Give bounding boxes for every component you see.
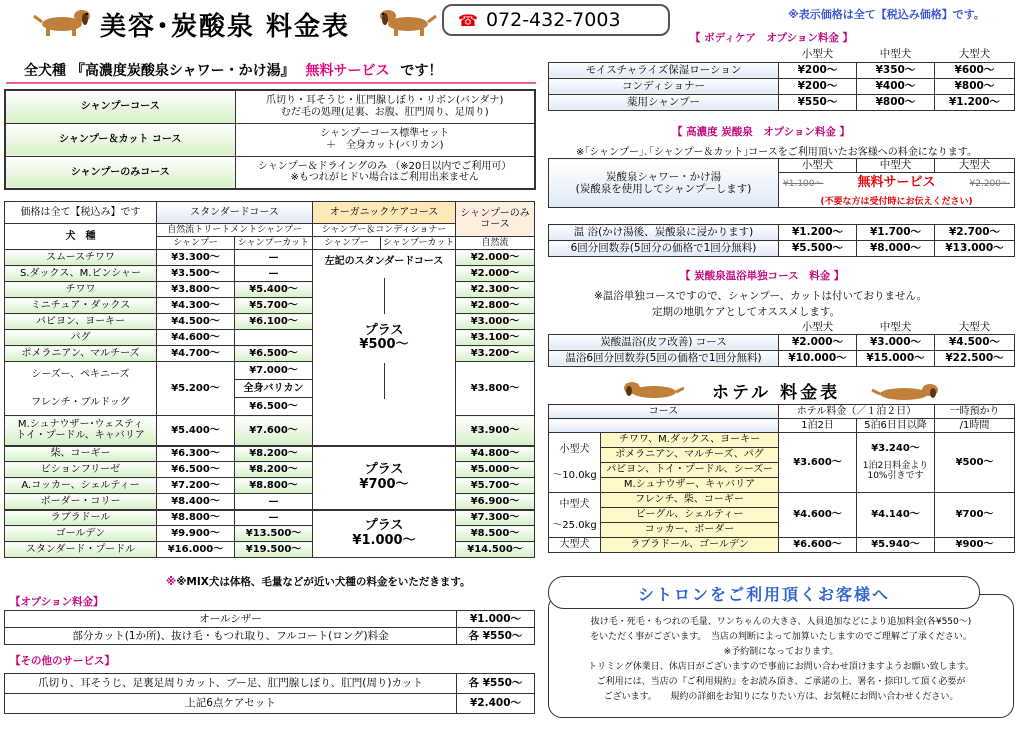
body-care-table: [548, 46, 1015, 111]
info-line: ※予約制になっております。: [723, 647, 839, 657]
tax-notice: ※表示価格は全て【税込み価格】です。: [788, 8, 985, 21]
price: ¥4.600～: [779, 493, 857, 538]
org-plus: プラス: [364, 322, 404, 338]
price: ¥800～: [935, 78, 1015, 94]
org-plus: プラス: [364, 461, 404, 477]
full-clipper-label: 全身バリカン: [235, 380, 313, 398]
price: —: [235, 494, 313, 510]
course-name: シャンプー＆カット コース: [5, 123, 235, 156]
shower-desc: (炭酸泉を使用してシャンプーします): [575, 182, 752, 195]
care-name: モイスチャライズ保湿ローション: [549, 62, 779, 78]
phone-number: 072-432-7003: [485, 9, 621, 31]
price: 各 ¥550～: [457, 674, 535, 694]
sub-shampoo: シャンプー: [157, 237, 235, 250]
course-desc: 爪切り・耳そうじ・肛門腺しぼり・リボン(バンダナ): [266, 95, 504, 107]
price: ¥4.700～: [157, 346, 235, 362]
banner-free: 無料サービス: [305, 63, 390, 79]
org-text: 左記のスタンダードコース: [324, 256, 444, 267]
body-care-title: 【 ボディケア オプション料金 】: [690, 32, 854, 44]
info-line: トリミング休業日、休店日がございますので事前にお問い合わせ頂けますようお願い致します。: [587, 662, 975, 672]
breed-header: 犬 種: [5, 224, 157, 250]
price: ¥8.200～: [235, 462, 313, 478]
dog-icon: [870, 380, 940, 402]
bath-table: [548, 320, 1015, 367]
hotel-breed: M.シュナウザー、キャバリア: [601, 478, 779, 493]
free-note: (不要な方は受付時にお伝えください): [820, 196, 973, 207]
hotel-col-day: 一時預かり: [935, 405, 1015, 419]
strike-price: ¥1.100～: [783, 179, 824, 189]
price: ¥700～: [935, 493, 1015, 538]
price: ¥5.200～: [157, 362, 235, 416]
info-title: シトロンをご利用頂くお客様へ: [548, 576, 980, 609]
size-label: 大型犬: [935, 159, 1015, 173]
price: ¥6.900～: [456, 494, 535, 510]
bath-note: ※温浴単独コースですので、シャンプー、カットは付いておりません。: [594, 290, 928, 302]
course-name: シャンプーコース: [5, 90, 235, 123]
bath-course: 温浴6回分回数券(5回の価格で1回分無料): [549, 350, 779, 366]
free-banner: [6, 56, 536, 84]
hotel-col-course: コース: [549, 405, 779, 419]
hotel-breed: コッカー、ボーダー: [601, 523, 779, 538]
bath-course: 炭酸温浴(皮フ改善) コース: [549, 334, 779, 350]
price: ¥5.400～: [157, 416, 235, 446]
price: ¥2.700～: [935, 225, 1015, 241]
price: ¥4.500～: [935, 334, 1015, 350]
hotel-table: [548, 404, 1015, 553]
strike-price: ¥2.200～: [969, 179, 1010, 189]
price: ¥2.000～: [779, 334, 857, 350]
breed-name: スムースチワワ: [5, 250, 157, 266]
size-label: 中型犬: [879, 320, 912, 333]
info-line: をいただく事がございます。 当店の判断によって加算いたしますのでご理解ご了承ください。: [590, 632, 972, 642]
org-sub: シャンプー＆コンディショナー: [313, 224, 456, 237]
price: —: [235, 510, 313, 526]
price: ¥800～: [857, 94, 935, 110]
price: ¥3.500～: [157, 266, 235, 282]
price: ¥5.500～: [779, 241, 857, 257]
service-name: 爪切り、耳そうじ、足裏足周りカット、ブー足、肛門腺しぼり、肛門(周り)カット: [5, 674, 457, 694]
price: ¥400～: [857, 78, 935, 94]
price-table: [4, 201, 535, 558]
breed-name: ラブラドール: [5, 510, 157, 526]
price: ¥4.300～: [157, 298, 235, 314]
banner-end: です！: [400, 63, 443, 79]
warm-bath-table: [548, 224, 1015, 257]
price: ¥2.300～: [456, 282, 535, 298]
price: [235, 330, 313, 346]
care-name: コンディショナー: [549, 78, 779, 94]
price: ¥1.200～: [779, 225, 857, 241]
price: ¥6.100～: [235, 314, 313, 330]
breed-name: シーズー、ペキニーズ: [31, 369, 130, 380]
price: ¥3.800～: [157, 282, 235, 298]
price: ¥3.900～: [456, 416, 535, 446]
price: ¥3.000～: [456, 314, 535, 330]
page-title: 美容･炭酸泉 料金表: [100, 12, 351, 42]
info-line: ございます。 規約の詳細をお知りになりたい方は、お気軽にお問い合わせください。: [603, 692, 959, 702]
price: ¥5.000～: [456, 462, 535, 478]
price: ¥3.200～: [456, 346, 535, 362]
price: ¥3.100～: [456, 330, 535, 346]
price: ¥7.000～: [235, 362, 313, 380]
bath-title: 【 炭酸泉温浴単独コース 料金 】: [680, 270, 845, 282]
size-label: 大型犬: [958, 320, 991, 333]
price: ¥13.000～: [935, 241, 1015, 257]
mix-note-text: ※MIX犬は体格、毛量などが近い犬種の料金をいただきます。: [176, 576, 471, 588]
col-organic: オーガニックケアコース: [313, 202, 456, 224]
price: ¥1.000～: [457, 611, 535, 628]
price: ¥2.000～: [456, 266, 535, 282]
dog-icon: [622, 378, 684, 400]
price: ¥6.600～: [779, 538, 857, 553]
options-table: [4, 610, 535, 645]
course-desc: ＋ 全身カット(バリカン): [325, 139, 444, 151]
breed-name: パグ: [5, 330, 157, 346]
size-label: 中型犬: [857, 159, 935, 173]
price: ¥8.400～: [157, 494, 235, 510]
shower-name: 炭酸泉シャワー・かけ湯: [605, 170, 722, 183]
price: ¥6.500～: [235, 346, 313, 362]
breed-name: ゴールデン: [5, 526, 157, 542]
hotel-title: ホテル 料金表: [712, 383, 841, 403]
hotel-hour: /1時間: [935, 419, 1015, 433]
price: ¥8.800～: [235, 478, 313, 494]
price: 各 ¥550～: [457, 628, 535, 645]
options-title: 【オプション料金】: [10, 596, 104, 608]
org-price: ¥700～: [359, 476, 409, 492]
phone-box[interactable]: [442, 4, 670, 36]
price: ¥19.500～: [235, 542, 313, 558]
breed-name: ミニチュア・ダックス: [5, 298, 157, 314]
price: ¥10.000～: [779, 350, 857, 366]
price: ¥6.500～: [235, 398, 313, 416]
size-large: 大型犬: [549, 538, 601, 553]
price: ¥6.300～: [157, 446, 235, 462]
price: ¥4.140～: [857, 493, 935, 538]
breed-name: ビションフリーゼ: [5, 462, 157, 478]
size-label: 小型犬: [801, 47, 834, 60]
price: ¥3.600～: [779, 433, 857, 493]
carbonic-table: [548, 158, 1015, 208]
size-label: 小型犬: [801, 320, 834, 333]
mix-note: ※※MIX犬は体格、毛量などが近い犬種の料金をいただきます。: [166, 576, 471, 588]
price: ¥13.500～: [235, 526, 313, 542]
hotel-breed: パピヨン、トイ・プードル、シーズー: [601, 463, 779, 478]
bath-name: 6回分回数券(5回分の価格で1回分無料): [549, 241, 779, 257]
breed-name: 柴、コーギー: [5, 446, 157, 462]
size-small: 小型犬: [559, 444, 590, 455]
price: ¥7.600～: [235, 416, 313, 446]
info-line: 抜け毛・死毛・もつれの毛量、ワンちゃんの大きさ、人員追加などにより追加料金(各¥550～): [590, 617, 972, 627]
price: ¥1.200～: [935, 94, 1015, 110]
care-name: 薬用シャンプー: [549, 94, 779, 110]
size-label: 大型犬: [958, 47, 991, 60]
breed-name: フレンチ・ブルドッグ: [31, 396, 130, 408]
course-desc: ※もつれがヒドい場合はご利用出来ません: [290, 172, 479, 184]
course-desc: シャンプー＆ドライングのみ （※20日以内でご利用可）: [258, 160, 512, 172]
price: —: [235, 250, 313, 266]
size-mid: 中型犬: [559, 498, 590, 510]
weight-small: ～10.0kg: [552, 469, 597, 481]
info-box: [548, 594, 1014, 718]
org-plus: プラス: [364, 517, 404, 533]
hotel-breed: ビーグル、シェルティー: [601, 508, 779, 523]
price: ¥350～: [857, 62, 935, 78]
price: ¥5.400～: [235, 282, 313, 298]
sub-shampoo-cut: シャンプーカット: [381, 237, 456, 250]
option-name: オールシザー: [5, 611, 457, 628]
price: ¥5.940～: [857, 538, 935, 553]
price: ¥2.400～: [457, 694, 535, 714]
price: ¥200～: [779, 78, 857, 94]
free-service: 無料サービス: [857, 175, 936, 191]
price: —: [235, 266, 313, 282]
others-table: [4, 673, 535, 714]
option-name: 部分カット(1か所)、抜け毛・もつれ取り、フルコート(ロング)料金: [5, 628, 457, 645]
hotel-col-fee: ホテル料金（／１泊２日）: [779, 405, 935, 419]
carbonic-note: ※｢シャンプー｣､｢シャンプー＆カット｣コースをご利用頂いたお客様への料金になります。: [576, 147, 977, 158]
org-price: ¥1.000～: [352, 532, 416, 548]
price: ¥16.000～: [157, 542, 235, 558]
others-title: 【その他のサービス】: [10, 655, 115, 667]
hotel-breed: チワワ、M.ダックス、ヨーキー: [601, 433, 779, 448]
course-desc: シャンプーコース標準セット: [320, 128, 450, 139]
price: ¥14.500～: [456, 542, 535, 558]
org-price: ¥500～: [359, 337, 409, 353]
price: ¥8.200～: [235, 446, 313, 462]
breed-name: トイ・プードル、キャバリア: [16, 430, 145, 442]
discount-note: 1泊2日料金より: [862, 460, 929, 471]
breed-name: A.コッカー、シェルティー: [5, 478, 157, 494]
price: ¥8.800～: [157, 510, 235, 526]
size-label: 中型犬: [879, 47, 912, 60]
price: ¥2.000～: [456, 250, 535, 266]
price: ¥7.200～: [157, 478, 235, 494]
price: ¥8.500～: [456, 526, 535, 542]
breed-name: ポメラニアン、マルチーズ: [5, 346, 157, 362]
price: ¥3.000～: [857, 334, 935, 350]
discount-note: 10%引きです: [867, 471, 924, 482]
price: ¥200～: [779, 62, 857, 78]
hotel-breed: ラブラドール、ゴールデン: [601, 538, 779, 553]
price: ¥4.600～: [157, 330, 235, 346]
info-line: ご利用には、当店の『ご利用規約』をお読み頂き、ご承諾の上、署名・捺印して頂く必要が: [596, 677, 966, 687]
col-shampoo-only: シャンプーのみコース: [456, 202, 535, 237]
price: ¥22.500～: [935, 350, 1015, 366]
price: ¥900～: [935, 538, 1015, 553]
phone-icon: ☎: [458, 10, 478, 30]
weight-mid: ～25.0kg: [552, 520, 597, 531]
std-sub: 自然流トリートメントシャンプー: [157, 224, 313, 237]
price: ¥3.240～: [871, 443, 920, 455]
hotel-breed: フレンチ、柴、コーギー: [601, 493, 779, 508]
course-table: [4, 89, 536, 190]
price: ¥500～: [935, 433, 1015, 493]
course-name: シャンプーのみコース: [5, 156, 235, 189]
price: ¥6.500～: [157, 462, 235, 478]
banner-text: 全犬種 『高濃度炭酸泉シャワー・かけ湯』: [24, 63, 295, 79]
hotel-5night: 5泊6日目以降: [857, 419, 935, 433]
hotel-breed: ポメラニアン、マルチーズ、パグ: [601, 448, 779, 463]
breed-name: チワワ: [5, 282, 157, 298]
col-standard: スタンダードコース: [157, 202, 313, 224]
dog-icon: [32, 6, 94, 38]
price: ¥600～: [935, 62, 1015, 78]
course-desc: むだ毛の処理(足裏、お腹、肛門周り、足周り): [280, 106, 489, 118]
sub-natural: 自然流: [456, 237, 535, 250]
breed-name: パピヨン、ヨーキー: [5, 314, 157, 330]
sub-shampoo: シャンプー: [313, 237, 381, 250]
price: ¥550～: [779, 94, 857, 110]
price: ¥5.700～: [235, 298, 313, 314]
breed-name: S.ダックス、M.ピンシャー: [5, 266, 157, 282]
carbonic-title: 【 高濃度 炭酸泉 オプション料金 】: [672, 126, 851, 138]
dog-icon: [376, 6, 438, 38]
price: ¥8.000～: [857, 241, 935, 257]
breed-name: スタンダード・プードル: [5, 542, 157, 558]
price: ¥4.800～: [456, 446, 535, 462]
price: ¥15.000～: [857, 350, 935, 366]
price: ¥3.300～: [157, 250, 235, 266]
price: ¥7.300～: [456, 510, 535, 526]
breed-name: M.シュナウザー･ウェスティ: [17, 418, 144, 430]
tax-note: 価格は全て【税込み】です: [5, 202, 157, 224]
price: ¥9.900～: [157, 526, 235, 542]
price: ¥2.800～: [456, 298, 535, 314]
sub-shampoo-cut: シャンプーカット: [235, 237, 313, 250]
price: ¥5.700～: [456, 478, 535, 494]
bath-name: 温 浴(かけ湯後、炭酸泉に浸かります): [549, 225, 779, 241]
price: ¥4.500～: [157, 314, 235, 330]
bath-note: 定期の地肌ケアとしてオススメします。: [652, 306, 841, 318]
service-name: 上記6点ケアセット: [5, 694, 457, 714]
size-label: 小型犬: [779, 159, 857, 173]
breed-name: ボーダー・コリー: [5, 494, 157, 510]
price: ¥3.800～: [456, 362, 535, 416]
price: ¥1.700～: [857, 225, 935, 241]
hotel-1night: 1泊2日: [779, 419, 857, 433]
